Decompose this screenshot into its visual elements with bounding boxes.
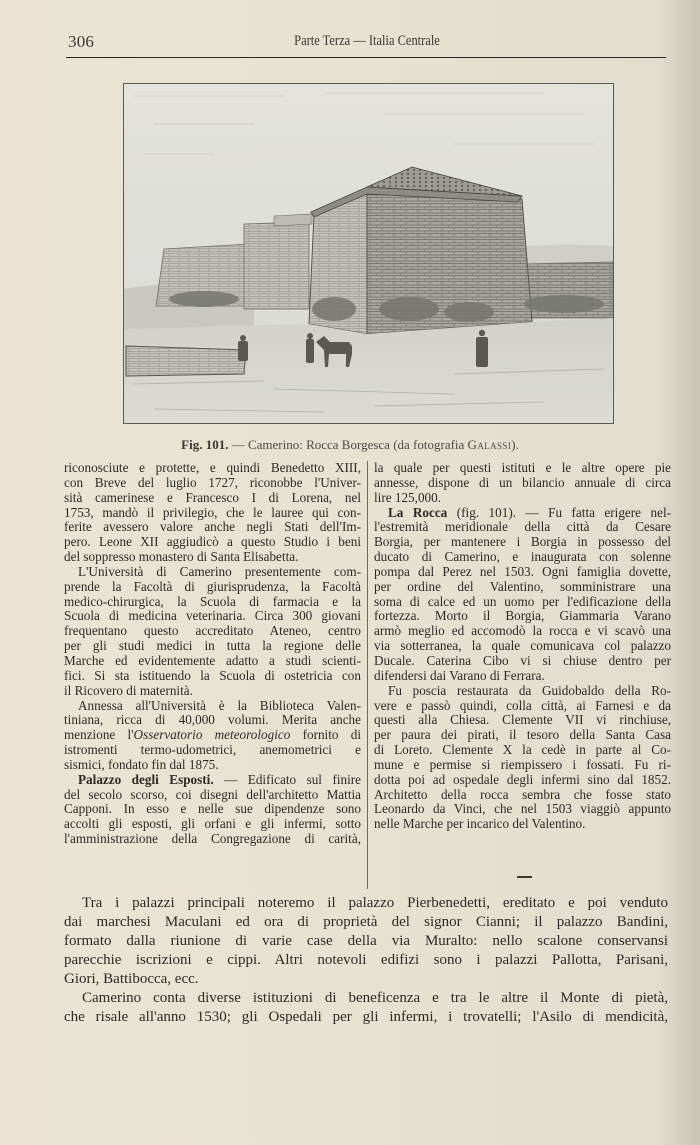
text-line: L'Università di Camerino presentemente com- xyxy=(78,563,361,579)
text-fragment: fornito di xyxy=(290,727,361,743)
text-line: Tra i palazzi principali noteremo il palazzo Pierbenedetti, ereditato e poi venduto xyxy=(82,895,668,911)
text-line: Scuola di medicina veterinaria. Circa 300 giovani xyxy=(64,608,361,624)
text-line: prende la Facoltà di giurisprudenza, la Facoltà xyxy=(64,578,361,594)
figure-label: Fig. 101. xyxy=(181,437,229,452)
text-line: con Breve del luglio 1727, riconobbe l'Univer- xyxy=(64,474,361,490)
column-divider xyxy=(367,461,368,889)
text-line: dai marchesi Maculani ed ora di proprietà del signor Cianni; il palazzo Bandini, xyxy=(64,914,668,930)
text-line: del secolo scorso, coi disegni dell'architetto Mattia xyxy=(64,786,361,802)
text-line: sità camerinese e Francesco I di Lorena, nel xyxy=(64,489,361,505)
text-line: 1753, mandò il privilegio, che le lauree qui con- xyxy=(64,504,361,520)
text-line: fortezza. Morto il Borgia, Giammaria Varano xyxy=(374,608,671,624)
figure-caption xyxy=(0,437,700,453)
text-line: istromenti termo-udometrici, anemometrici e xyxy=(64,742,361,758)
text-line: via sotterranea, la quale comunicava col palazzo xyxy=(374,638,671,654)
right-column xyxy=(374,461,671,832)
text-line: difendersi dai Varano di Ferrara. xyxy=(374,667,545,683)
text-line: ducato di Camerino, e inaugurata con solenne xyxy=(374,549,671,565)
text-line: l'estremità meridionale della città da Cesare xyxy=(374,519,671,535)
text-line: formato dalla riunione di varie case della via Muralto: nello scalone conservansi xyxy=(64,933,668,949)
text-line: frequentano questo accreditato Ateneo, centro xyxy=(64,623,361,639)
running-head xyxy=(68,28,666,50)
section-end-dash xyxy=(517,876,532,878)
text-line: mune e permise si riempissero i fossati. Fu ri- xyxy=(374,756,671,772)
text-line: pero. Leone XII aggiudicò a questo Studio i beni xyxy=(64,534,361,550)
page-number: 306 xyxy=(68,32,95,51)
engraving-illustration xyxy=(124,84,613,423)
text-line: Ducale. Caterina Cibo vi si chiuse dentro per xyxy=(374,652,671,668)
text-line: Borgia, per mantenere i Borgia in possesso del xyxy=(374,534,671,550)
observatory-name: Osservatorio meteorologico xyxy=(133,727,291,743)
text-line xyxy=(374,506,671,521)
sky-hatching xyxy=(134,93,594,154)
text-line: Capponi. In esso e nelle sue dipendenze sono xyxy=(64,801,361,817)
text-line: Annessa all'Università è la Biblioteca Valen- xyxy=(78,697,361,713)
text-line: l'amministrazione della Congregazione di carità, xyxy=(64,831,361,847)
text-line: vere e passò quindi, colla città, ai Farnesi e da xyxy=(374,697,671,713)
caption-text: — Camerino: Rocca Borgesca (da fotografia xyxy=(231,437,465,452)
text-line: nelle Marche per incarico del Valentino. xyxy=(374,816,586,832)
text-line: questi alla Chiesa. Clemente VII vi rinchiuse, xyxy=(374,712,671,728)
text-line: Camerino conta diverse istituzioni di beneficenza e tra le altre il Monte di pietà, xyxy=(82,990,668,1006)
text-line: Architetto della rocca sembra che fosse stato xyxy=(374,786,671,802)
text-line: per gli studi medici in tutta la regione delle xyxy=(64,638,361,654)
text-line xyxy=(64,728,361,743)
text-line: il Ricovero di maternità. xyxy=(64,682,193,698)
text-line: Marche ed evidentemente adatto a studi scienti- xyxy=(64,652,361,668)
figure-rocca-borgesca xyxy=(123,83,614,424)
text-line: pompa dal Perez nel 1503. Ogni famiglia dovette, xyxy=(374,563,671,579)
full-width-text xyxy=(64,894,668,1027)
text-line: tiniana, ricca di 40,000 volumi. Merita anche xyxy=(64,712,361,728)
text-line: accolti gli esposti, gli orfani e gli infermi, sotto xyxy=(64,816,361,832)
header-rule xyxy=(66,57,666,58)
section-heading-rocca: La Rocca xyxy=(388,504,448,520)
text-line: la quale per questi istituti e le altre opere pie xyxy=(374,460,671,475)
text-fragment: — Edificato sul finire xyxy=(213,771,361,787)
text-line: dotta poi ad ospedale degli infermi sino dal 1852. xyxy=(374,771,671,787)
left-column xyxy=(64,461,361,847)
text-line: sismici, fondato fin dal 1875. xyxy=(64,756,219,772)
text-line: di Loreto. Clemente X la cedè in parte al Co- xyxy=(374,742,671,758)
text-line: Fu poscia restaurata da Guidobaldo della Ro- xyxy=(388,682,671,698)
section-heading-palazzo-esposti: Palazzo degli Esposti. xyxy=(78,771,214,787)
text-line: parecchie iscrizioni e cippi. Altri notevoli edifizi sono i palazzi Pallotta, Parisani, xyxy=(64,952,668,968)
running-title: Parte Terza — Italia Centrale xyxy=(294,33,440,49)
text-line: lire 125,000. xyxy=(374,489,442,505)
text-line: Leonardo da Vinci, che nel 1503 viaggiò appunto xyxy=(374,801,671,817)
text-line: armò meglio ed accomodò la rocca e vi scavò una xyxy=(374,623,671,639)
text-line: che risale all'anno 1530; gli Ospedali per gli infermi, i trovatelli; l'Asilo di mendicità, xyxy=(64,1009,668,1025)
text-line: annesse, dispone di un bilancio annuale di circa xyxy=(374,474,671,490)
text-fragment: menzione l' xyxy=(64,727,134,743)
photo-credit: Galassi xyxy=(467,437,512,452)
text-fragment: (fig. 101). — Fu fatta erigere nel- xyxy=(447,504,672,520)
text-line: soma di calce ed un uomo per l'edificazione della xyxy=(374,593,671,609)
text-line: del soppresso monastero di Santa Elisabetta. xyxy=(64,549,299,565)
caption-end: ). xyxy=(511,437,519,452)
text-line: ferite avessero valore anche negli Stati dell'Im- xyxy=(64,519,361,535)
text-line: Giori, Battibocca, ecc. xyxy=(64,971,199,987)
text-line: riconosciute e protette, e quindi Benedetto XIII, xyxy=(64,460,361,475)
text-line: per paura dei pirati, il tesoro della Santa Casa xyxy=(374,727,671,743)
text-line: per ordine del Valentino, somministrare una xyxy=(374,578,671,594)
text-line xyxy=(64,773,361,788)
text-line: fici. Si sta istituendo la Scuola di ostetricia con xyxy=(64,667,361,683)
text-line: medico-chirurgica, la Scuola di farmacia e la xyxy=(64,593,361,609)
